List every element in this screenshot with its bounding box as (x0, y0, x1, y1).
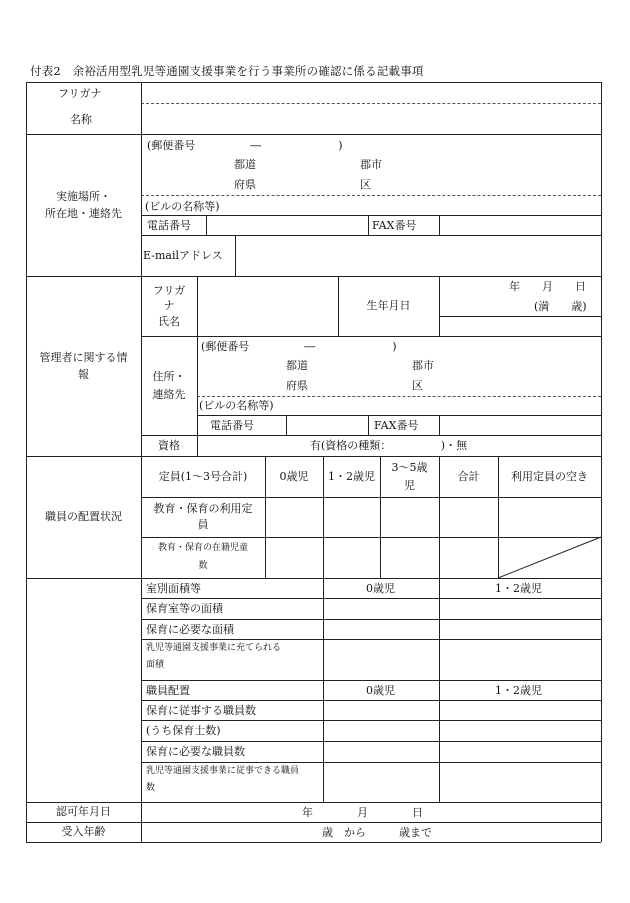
staff-engaged: 保育に従事する職員数 (146, 704, 256, 717)
staff-required: 保育に必要な職員数 (146, 745, 245, 758)
name-label: 名称 (70, 113, 92, 126)
staff-header-age0: 0歳児 (279, 469, 309, 483)
location-email-label: E-mailアドレス (143, 248, 223, 262)
manager-todo: 都道 (286, 359, 308, 372)
area-room-age0: 0歳児 (366, 582, 395, 595)
staff-row-capacity: 教育・保育の利用定 員 (153, 501, 253, 531)
location-fuken: 府県 (234, 178, 256, 191)
manager-postal: (郵便番号 ― ) (201, 340, 397, 353)
manager-furigana-name-label: フリガ ナ 氏名 (152, 283, 186, 328)
approval-date-value: 年 月 日 (302, 806, 423, 819)
area-nursery: 保育室等の面積 (146, 602, 223, 615)
location-gunshi: 郡市 (360, 158, 382, 171)
location-phone-label: 電話番号 (147, 219, 191, 232)
staff-header-total: 合計 (457, 469, 480, 483)
staff-placement-age12: 1・2歳児 (495, 684, 542, 697)
location-postal: (郵便番号 ― ) (147, 139, 343, 152)
approval-date-label: 認可年月日 (56, 805, 111, 819)
location-ku: 区 (360, 178, 371, 191)
manager-qual-label: 資格 (158, 438, 180, 452)
location-todo: 都道 (234, 158, 256, 171)
manager-birth-label: 生年月日 (366, 299, 411, 313)
location-building: (ビルの名称等) (145, 200, 220, 213)
location-fax-label: FAX番号 (372, 219, 417, 232)
manager-fuken: 府県 (286, 379, 308, 392)
location-label: 実施場所・ 所在地・連絡先 (45, 189, 122, 220)
manager-address-label: 住所・ 連絡先 (152, 370, 186, 401)
staff-header-capacity: 定員(1～3号合計) (158, 469, 248, 483)
manager-building: (ビルの名称等) (199, 399, 274, 412)
staff-label: 職員の配置状況 (45, 510, 122, 524)
staff-header-age35: 3～5歳 児 (391, 461, 428, 492)
staff-header-vacancy: 利用定員の空き (511, 469, 588, 483)
acceptance-age-value: 歳 から 歳まで (322, 826, 432, 839)
manager-ku: 区 (412, 379, 423, 392)
manager-birth-ymd: 年 月 日 (509, 280, 586, 293)
staff-row-enrolled: 教育・保育の在籍児童 数 (157, 543, 248, 571)
manager-qual-value: 有(資格の種類： )・無 (310, 439, 468, 452)
form-table (26, 82, 601, 842)
acceptance-age-label: 受入年齢 (61, 825, 106, 839)
diagonal-slash (498, 537, 601, 578)
area-dedicated: 乳児等通園支援事業に充てられる 面積 (146, 643, 282, 671)
area-room: 室別面積等 (146, 582, 201, 595)
staff-placement-age0: 0歳児 (366, 684, 395, 697)
area-required: 保育に必要な面積 (146, 623, 234, 636)
staff-placement: 職員配置 (146, 684, 190, 697)
furigana-label: フリガナ (58, 87, 102, 100)
manager-gunshi: 郡市 (412, 359, 434, 372)
staff-teachers: (うち保育士数) (146, 724, 221, 737)
manager-birth-age: (満 歳) (534, 300, 587, 313)
manager-label: 管理者に関する情 報 (39, 350, 128, 381)
manager-phone-label: 電話番号 (210, 419, 254, 432)
staff-header-age12: 1・2歳児 (328, 469, 375, 483)
manager-fax-label: FAX番号 (374, 419, 419, 432)
area-room-age12: 1・2歳児 (495, 582, 542, 595)
page-title: 付表2 余裕活用型乳児等通園支援事業を行う事業所の確認に係る記載事項 (30, 64, 424, 78)
staff-dedicated: 乳児等通園支援事業に従事できる職員 数 (146, 766, 300, 794)
